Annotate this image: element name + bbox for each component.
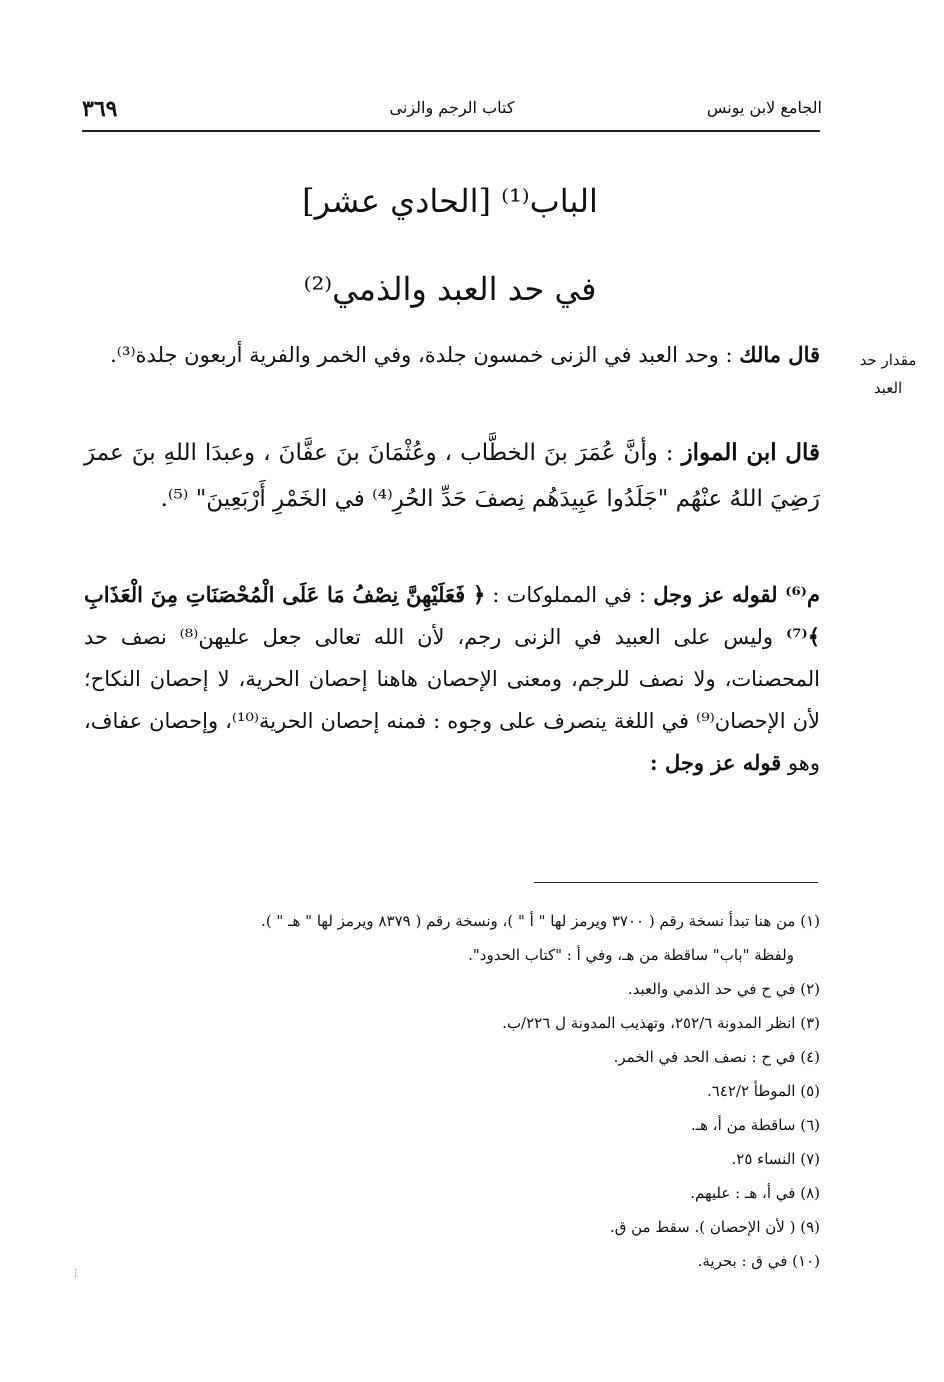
footnote-6: (٦) ساقطة من أ، هـ. <box>690 1116 820 1134</box>
footnote-7: (٧) النساء ٢٥. <box>731 1150 820 1168</box>
footnote-5: (٥) الموطأ ٦٤٢/٢. <box>706 1082 820 1100</box>
page-header <box>82 96 822 130</box>
footnote-8: (٨) في أ، هـ : عليهم. <box>690 1184 820 1202</box>
paragraph-2 <box>84 430 820 522</box>
page-number: ٣٦٩ <box>82 96 118 122</box>
footnote-1-continued: ولفظة "باب" ساقطة من هـ، وفي أ : "كتاب الحدود". <box>468 946 794 964</box>
paragraph-1 <box>84 334 820 376</box>
paragraph-1-text: : وحد العبد في الزنى خمسون جلدة، وفي الخمر والفرية أربعون جلدة⁽³⁾. <box>110 343 733 367</box>
quran-verse: ﴿ فَعَلَيْهِنَّ نِصْفُ مَا عَلَى الْمُحْصَنَاتِ مِنَ الْعَذَابِ ﴾⁽⁷⁾ <box>84 582 820 649</box>
footnote-4: (٤) في ح : نصف الحد في الخمر. <box>613 1048 820 1066</box>
paragraph-3-lead: م⁽⁶⁾ لقوله عز وجل <box>653 582 820 607</box>
paragraph-1-lead: قال مالك <box>739 342 820 367</box>
footnote-divider <box>534 882 818 883</box>
header-divider <box>82 130 820 132</box>
footnote-1: (١) من هنا تبدأ نسخة رقم ( ٣٧٠٠ ويرمز لها " أ " )، ونسخة رقم ( ٨٣٧٩ ويرمز لها " هـ " ). <box>261 912 820 930</box>
book-running-title: الجامع لابن يونس <box>706 98 822 117</box>
footnote-10: (١٠) في ق : بحرية. <box>697 1252 820 1270</box>
paragraph-3 <box>84 574 820 784</box>
scan-mark-icon: ⁞ <box>74 1266 78 1280</box>
paragraph-2-text: : وأنَّ عُمَرَ بنَ الخطَّاب ، وعُثْمَانَ بنَ عفَّانَ ، وعبدَا اللهِ بنَ عمرَ رَضِيَ اللهُ عنْهُم "جَلَدُوا عَبِيدَهُم نِصفَ حَدِّ الحُرِ⁽⁴⁾ في الخَمْرِ أَرْبَعِينَ" ⁽⁵⁾. <box>84 440 820 512</box>
footnote-2: (٢) في ح في حد الذمي والعبد. <box>627 980 820 998</box>
footnote-9: (٩) ( لأن الإحصان ). سقط من ق. <box>609 1218 820 1236</box>
footnote-3: (٣) انظر المدونة ٢٥٢/٦، وتهذيب المدونة ل ٢٢٦/ب. <box>502 1014 820 1032</box>
paragraph-3-text-a: : في المملوكات : <box>485 583 647 607</box>
footnotes <box>84 904 820 1278</box>
chapter-running-title: كتاب الرجم والزنى <box>389 98 515 117</box>
chapter-subheading: في حد العبد والذمي⁽²⁾ <box>303 270 597 308</box>
paragraph-3-tail: قوله عز وجل : <box>649 750 782 775</box>
paragraph-3-text-b: وليس على العبيد في الزنى رجم، لأن الله تعالى جعل عليهن⁽⁸⁾ نصف حد المحصنات، ولا نصف للرجم، ومعنى الإحصان هاهنا إحصان الحرية، لا إحصان النكاح؛ لأن الإحصان⁽⁹⁾ في اللغة ينصرف على وجوه : فمنه إحصان الحرية⁽¹⁰⁾، وإحصان عفاف، وهو <box>84 625 820 775</box>
margin-note: مقدار حد العبد <box>859 351 917 397</box>
chapter-heading: الباب⁽¹⁾ [الحادي عشر] <box>302 182 598 220</box>
paragraph-2-lead: قال ابن المواز <box>681 439 821 466</box>
